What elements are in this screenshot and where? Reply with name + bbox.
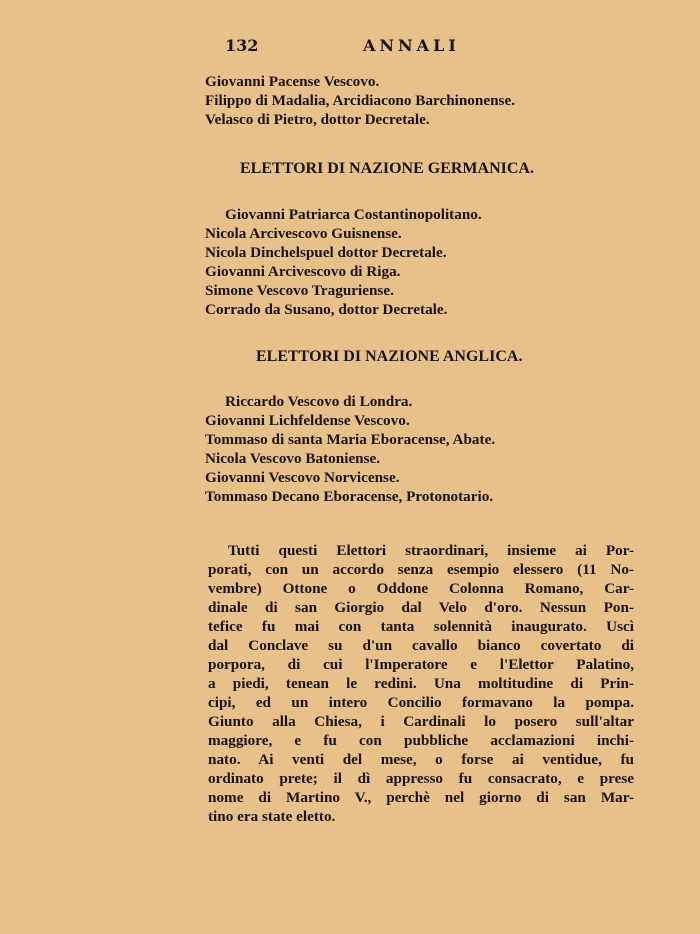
paragraph-line: nato. Ai venti del mese, o forse ai ventidue, fu (208, 751, 634, 768)
list-item: Nicola Vescovo Batoniense. (205, 450, 381, 467)
paragraph-line: vembre) Ottone o Oddone Colonna Romano, Car- (208, 580, 634, 597)
section-heading-germanica: ELETTORI DI NAZIONE GERMANICA. (240, 160, 534, 177)
list-item: Giovanni Lichfeldense Vescovo. (205, 412, 410, 429)
paragraph-line: dinale di san Giorgio dal Velo d'oro. Nessun Pon- (208, 599, 634, 616)
paragraph-line: nome di Martino V., perchè nel giorno di san Mar- (208, 789, 634, 806)
list-item: Giovanni Patriarca Costantinopolitano. (225, 206, 482, 223)
list-item: Filippo di Madalia, Arcidiacono Barchinonense. (205, 92, 515, 109)
paragraph-line: tino era state eletto. (208, 808, 336, 825)
list-item: Giovanni Pacense Vescovo. (205, 73, 380, 90)
paragraph-line: tefice fu mai con tanta solennità inaugurato. Uscì (208, 618, 634, 635)
paragraph-line: porpora, di cui l'Imperatore e l'Elettor Palatino, (208, 656, 634, 673)
list-item: Nicola Dinchelspuel dottor Decretale. (205, 244, 447, 261)
list-item: Velasco di Pietro, dottor Decretale. (205, 111, 430, 128)
paragraph-line: porati, con un accordo senza esempio elessero (11 No- (208, 561, 634, 578)
page-number: 132 (225, 36, 259, 55)
paragraph-line: dal Conclave su d'un cavallo bianco covertato di (208, 637, 634, 654)
paragraph-line: maggiore, e fu con pubbliche acclamazioni inchi- (208, 732, 634, 749)
list-item: Nicola Arcivescovo Guisnense. (205, 225, 402, 242)
list-item: Giovanni Arcivescovo di Riga. (205, 263, 401, 280)
paragraph-line: Giunto alla Chiesa, i Cardinali lo posero sull'altar (208, 713, 634, 730)
list-item: Corrado da Susano, dottor Decretale. (205, 301, 448, 318)
germanica-electors-list (205, 205, 645, 319)
top-electors-list (205, 72, 645, 129)
list-item: Tommaso Decano Eboracense, Protonotario. (205, 488, 494, 505)
anglica-electors-list (205, 392, 645, 506)
list-item: Giovanni Vescovo Norvicense. (205, 469, 400, 486)
list-item: Riccardo Vescovo di Londra. (225, 393, 413, 410)
list-item: Tommaso di santa Maria Eboracense, Abate. (205, 431, 496, 448)
paragraph-line: ordinato prete; il dì appresso fu consacrato, e prese (208, 770, 634, 787)
section-heading-anglica: ELETTORI DI NAZIONE ANGLICA. (256, 348, 523, 365)
paragraph-line: cipi, ed un intero Concilio formavano la pompa. (208, 694, 634, 711)
list-item: Simone Vescovo Traguriense. (205, 282, 394, 299)
paragraph-line: a piedi, tenean le redini. Una moltitudine di Prin- (208, 675, 634, 692)
running-title: ANNALI (363, 36, 460, 55)
body-paragraph (208, 541, 634, 826)
paragraph-line: Tutti questi Elettori straordinari, insieme ai Por- (228, 542, 634, 559)
